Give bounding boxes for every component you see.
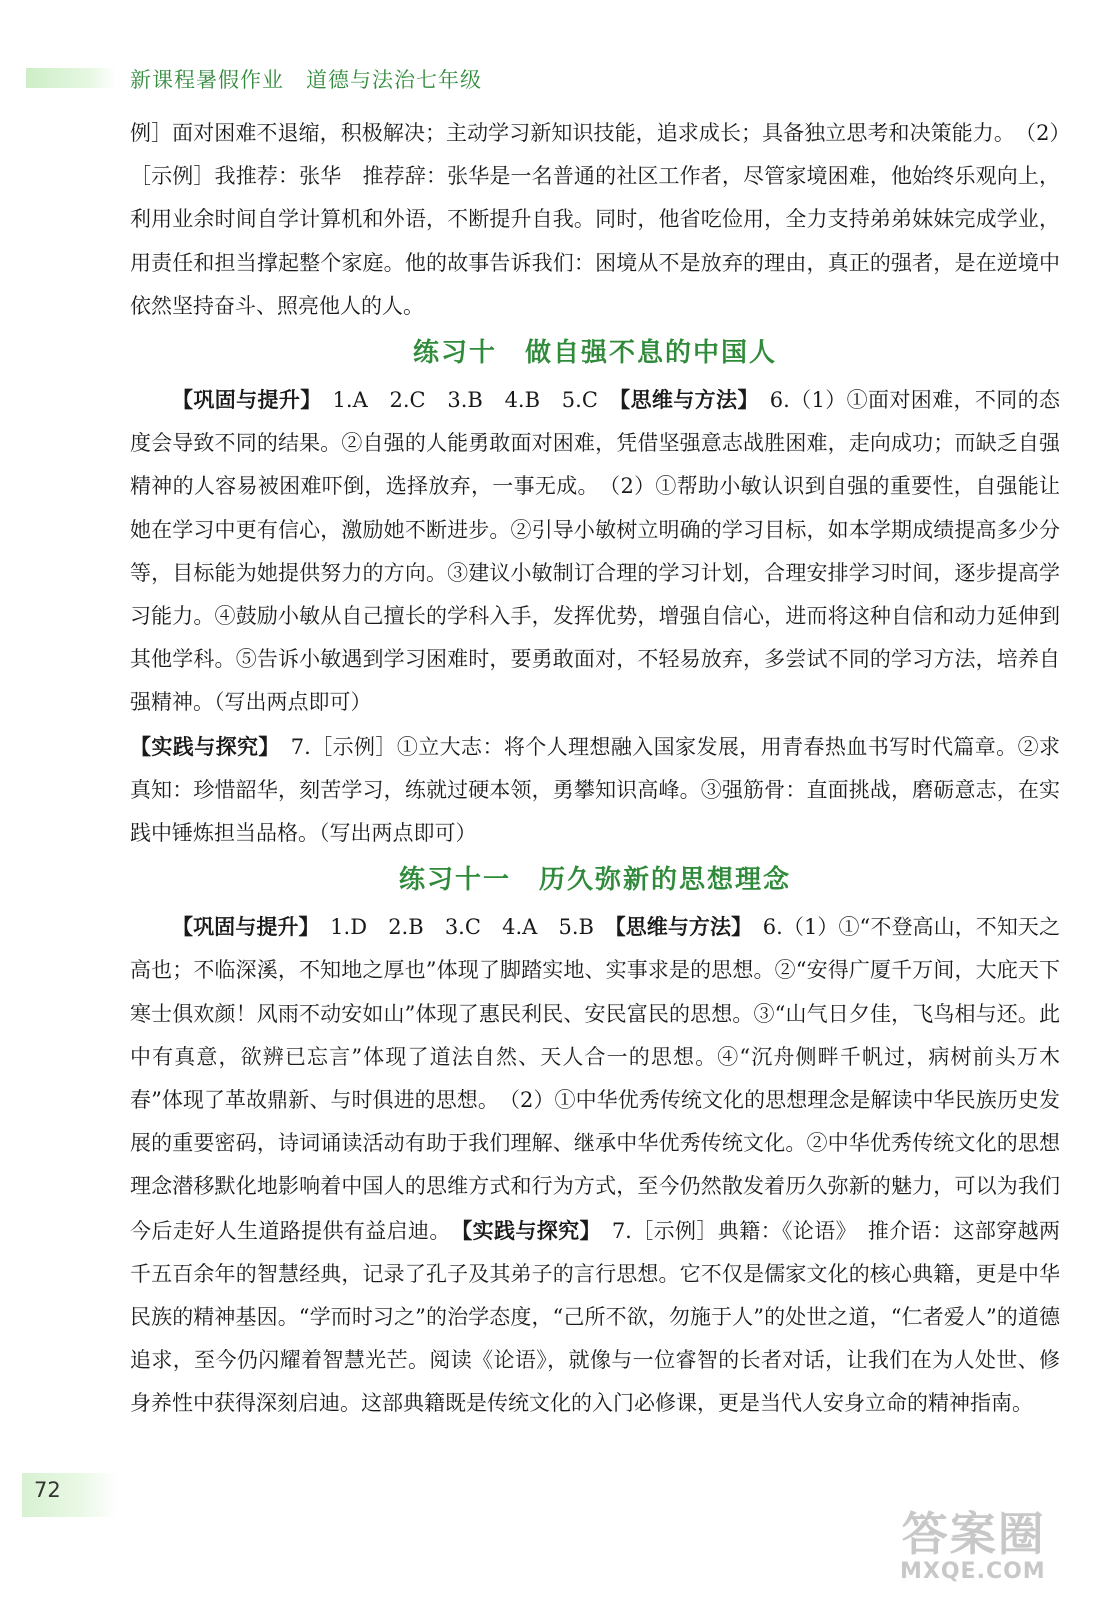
tag-practice: 【实践与探究】 (130, 733, 270, 759)
tag-thinking: 【思维与方法】 (615, 914, 742, 940)
exercise-10-practice (130, 725, 1060, 856)
page-number: 72 (34, 1478, 61, 1502)
intro-paragraph: 例］面对困难不退缩，积极解决；主动学习新知识技能，追求成长；具备独立思考和决策能力。 （2）［示例］我推荐：张华 推荐辞：张华是一名普通的社区工作者，尽管家境困难，他始终乐观向上，利用业余时间自学计算机和外语，不断提升自我。同时，他省吃俭用，全力支持弟弟妹妹完成学业，用责任和担当撑起整个家庭。他的故事告诉我们：困境从不是放弃的理由，真正的强者，是在逆境中依然坚持奋斗、照亮他人的人。 (130, 121, 1060, 318)
practice-text: 7.［示例］典籍：《论语》 推介语：这部穿越两千五百余年的智慧经典，记录了孔子及其弟子的言行思想。它不仅是儒家文化的核心典籍，更是中华民族的精神基因。“学而时习之”的治学态度，“己所不欲，勿施于人”的处世之道，“仁者爱人”的道德追求，至今仍闪耀着智慧光芒。阅读《论语》，就像与一位睿智的长者对话，让我们在为人处世、修身养性中获得深刻启迪。这部典籍既是传统文化的入门必修课，更是当代人安身立命的精神指南。 (130, 1218, 1061, 1416)
watermark-url: MXQE.COM (900, 1559, 1046, 1584)
choice-answers: 1.D 2.B 3.C 4.A 5.B (309, 915, 616, 940)
tag-consolidate: 【巩固与提升】 (172, 914, 310, 940)
exercise-11-answers (130, 905, 1060, 1425)
watermark-logo (900, 1508, 1046, 1584)
section-title-exercise-10: 练习十 做自强不息的中国人 (412, 338, 777, 369)
answer-text: 6.（1）①“不登高山，不知天之高也；不临深溪，不知地之厚也”体现了脚踏实地、实事求是的思想。②“安得广厦千万间，大庇天下寒士俱欢颜！风雨不动安如山”体现了惠民利民、安民富民的思想。③“山气日夕佳，飞鸟相与还。此中有真意，欲辨已忘言”体现了道法自然、天人合一的思想。④“沉舟侧畔千帆过，病树前头万木春”体现了革故鼎新、与时俱进的思想。 （2）①中华优秀传统文化的思想理念是解读中华民族历史发展的重要密码，诗词诵读活动有助于我们理解、继承中华优秀传统文化。②中华优秀传统文化的思想理念潜移默化地影响着中国人的思维方式和行为方式，至今仍然散发着历久弥新的魅力，可以为我们今后走好人生道路提供有益启迪。 (130, 915, 1061, 1243)
answer-text: 6.（1）①面对困难，不同的态度会导致不同的结果。②自强的人能勇敢面对困难，凭借坚强意志战胜困难，走向成功；而缺乏自强精神的人容易被困难吓倒，选择放弃，一事无成。 （2）①帮助小敏认识到自强的重要性，自强能让她在学习中更有信心，激励她不断进步。②引导小敏树立明确的学习目标，如本学期成绩提高多少分等，目标能为她提供努力的方向。③建议小敏制订合理的学习计划，合理安排学习时间，逐步提高学习能力。④鼓励小敏从自己擅长的学科入手，发挥优势，增强自信心，进而将这种自信和动力延伸到其他学科。⑤告诉小敏遇到学习困难时，要勇敢面对，不轻易放弃，多尝试不同的学习方法，培养自强精神。（写出两点即可） (130, 388, 1061, 715)
tag-consolidate: 【巩固与提升】 (172, 387, 312, 413)
watermark-text: 答案圈 (901, 1507, 1046, 1561)
tag-thinking: 【思维与方法】 (619, 387, 749, 413)
header-decoration-bar (26, 68, 116, 88)
tag-practice: 【实践与探究】 (461, 1217, 591, 1243)
book-title: 新课程暑假作业 道德与法治七年级 (130, 68, 482, 92)
section-title-exercise-11: 练习十一 历久弥新的思想理念 (398, 865, 791, 896)
page-content (130, 112, 1060, 1426)
practice-text: 7.［示例］①立大志：将个人理想融入国家发展，用青春热血书写时代篇章。②求真知：珍惜韶华，刻苦学习，练就过硬本领，勇攀知识高峰。③强筋骨：直面挑战，磨砺意志，在实践中锤炼担当品格。（写出两点即可） (130, 734, 1060, 846)
choice-answers: 1.A 2.C 3.B 4.B 5.C (311, 388, 620, 413)
exercise-10-answers (130, 378, 1060, 725)
